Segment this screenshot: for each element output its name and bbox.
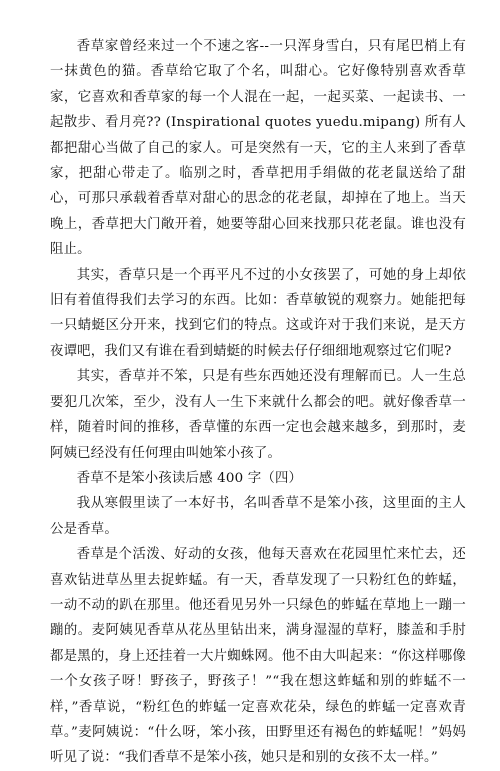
paragraph-not-stupid: 其实，香草并不笨，只是有些东西她还没有理解而已。人一生总要犯几次笨，至少，没有人一生下来就什么都会的吧。就好像香草一样，随着时间的推移，香草懂的东西一定也会越来越多，到那时，麦阿姨已经没有任何理由叫她笨小孩了。 [50,369,466,461]
paragraph-grasshopper: 香草是个活泼、好动的女孩，他每天喜欢在花园里忙来忙去，还喜欢钻进草丛里去捉蚱蜢。有一天，香草发现了一只粉红色的蚱蜢，一动不动的趴在那里。他还看见另外一只绿色的蚱蜢在草地上一蹦一蹦的。麦阿姨见香草从花丛里钻出来，满身湿湿的草籽，膝盖和手肘都是黑的，身上还挂着一大片蜘蛛网。他不由大叫起来：“你这样哪像一个女孩子呀！野孩子，野孩子！”“我在想这蚱蜢和别的蚱蜢不一样，”香草说，“粉红色的蚱蜢一定喜欢花朵，绿色的蚱蜢一定喜欢青草。”麦阿姨说：“什么呀，笨小孩，田野里还有褐色的蚱蜢呢！”妈妈听见了说：“我们香草不是笨小孩，她只是和别的女孩不太一样。” [50,547,466,766]
paragraph-winter-reading: 我从寒假里读了一本好书，名叫香草不是笨小孩，这里面的主人公是香草。 [50,496,466,537]
section-heading: 香草不是笨小孩读后感 400 字（四） [76,470,303,486]
paragraph-observation: 其实，香草只是一个再平凡不过的小女孩罢了，可她的身上却依旧有着值得我们去学习的东西。比如：香草敏锐的观察力。她能把每一只蜻蜓区分开来，找到它们的特点。这或许对于我们来说，是天方夜谭吧，我们又有谁在看到蜻蜓的时候去仔仔细细地观察过它们呢? [50,267,466,359]
document-body [50,34,466,771]
paragraph-sweetheart-cat: 香草家曾经来过一个不速之客--一只浑身雪白，只有尾巴梢上有一抹黄色的猫。香草给它取了个名，叫甜心。它好像特别喜欢香草家，它喜欢和香草家的每一个人混在一起，一起买菜、一起读书、一起散步、看月亮?? (Inspirational quotes yuedu.mipang) 所有人都把甜心当做了自己的家人。可是突然有一天，它的主人来到了香草家，把甜心带走了。临别之时，香草把用手绢做的花老鼠送给了甜心，可那只承载着香草对甜心的思念的花老鼠，却掉在了地上。当天晚上，香草把大门敞开着，她要等甜心回来找那只花老鼠。谁也没有阻止。 [50,39,466,258]
